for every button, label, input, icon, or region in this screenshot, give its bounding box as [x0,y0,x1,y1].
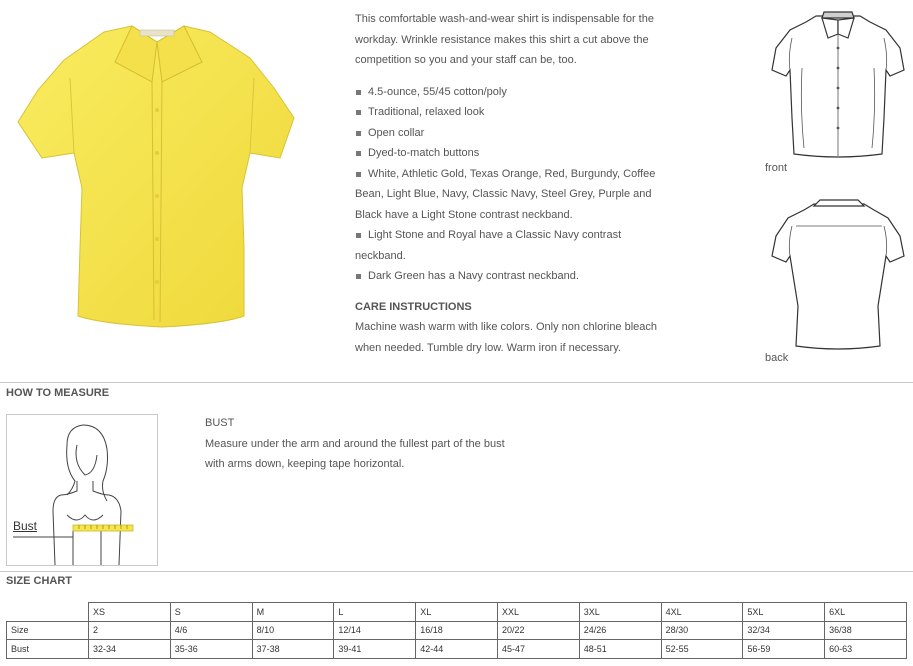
table-cell: 36/38 [825,621,907,640]
how-to-measure-title: HOW TO MEASURE [6,387,110,399]
bust-text-line: with arms down, keeping tape horizontal. [205,458,405,470]
table-header-cell: L [334,603,416,622]
feature-list [355,82,665,287]
bust-heading: BUST [205,417,235,429]
table-header-cell: XS [89,603,171,622]
table-cell: 39-41 [334,640,416,659]
product-description [355,9,665,358]
table-cell: 45-47 [497,640,579,659]
divider [0,571,913,572]
feature-item: Open collar [355,123,665,144]
table-cell: 42-44 [416,640,498,659]
bust-text-line: Measure under the arm and around the fullest part of the bust [205,437,505,450]
bust-measure-figure [6,414,158,566]
table-row [7,621,907,640]
front-diagram [768,8,910,160]
table-cell: 4/6 [170,621,252,640]
table-cell: 52-55 [661,640,743,659]
table-cell: 37-38 [252,640,334,659]
size-chart-table [6,602,907,659]
bust-figure-label: Bust [13,519,38,533]
table-header-cell: M [252,603,334,622]
table-header-cell: 6XL [825,603,907,622]
table-cell: 35-36 [170,640,252,659]
feature-item: White, Athletic Gold, Texas Orange, Red, Burgundy, Coffee Bean, Light Blue, Navy, Classic Navy, Steel Grey, Purple and Black have a Light Stone contrast neckband. [355,164,665,226]
feature-item: Dark Green has a Navy contrast neckband. [355,266,665,287]
bust-figure-illustration [7,415,157,565]
table-cell: 24/26 [579,621,661,640]
table-cell: 20/22 [497,621,579,640]
table-header-cell: 4XL [661,603,743,622]
table-cell: 8/10 [252,621,334,640]
table-cell: 48-51 [579,640,661,659]
table-cell: 12/14 [334,621,416,640]
table-cell: Bust [7,640,89,659]
feature-item: 4.5-ounce, 55/45 cotton/poly [355,82,665,103]
yellow-shirt-illustration [18,26,294,327]
table-header-cell: S [170,603,252,622]
back-label: back [765,352,789,364]
table-cell: 16/18 [416,621,498,640]
table-cell: 56-59 [743,640,825,659]
description-intro: This comfortable wash-and-wear shirt is indispensable for the workday. Wrinkle resistance makes this shirt a cut above the competition so you and your staff can be, too. [355,13,654,66]
bust-instructions [205,413,545,475]
feature-item: Light Stone and Royal have a Classic Navy contrast neckband. [355,225,665,266]
feature-item: Dyed-to-match buttons [355,143,665,164]
table-cell: 28/30 [661,621,743,640]
care-instructions-text: Machine wash warm with like colors. Only non chlorine bleach when needed. Tumble dry low. Warm iron if necessary. [355,321,658,354]
table-cell: 60-63 [825,640,907,659]
table-cell: 2 [89,621,171,640]
size-chart-header-row [7,603,907,622]
table-row [7,640,907,659]
product-photo [12,18,302,338]
back-diagram [768,196,910,352]
size-chart-title: SIZE CHART [6,575,72,587]
divider [0,382,913,383]
table-cell: Size [7,621,89,640]
feature-item: Traditional, relaxed look [355,102,665,123]
table-header-cell: XL [416,603,498,622]
front-label: front [765,162,788,174]
care-instructions-title: CARE INSTRUCTIONS [355,300,472,313]
table-cell: 32-34 [89,640,171,659]
table-cell: 32/34 [743,621,825,640]
table-header-cell: 3XL [579,603,661,622]
table-header-cell: XXL [497,603,579,622]
table-header-cell: 5XL [743,603,825,622]
table-header-cell [7,603,89,622]
